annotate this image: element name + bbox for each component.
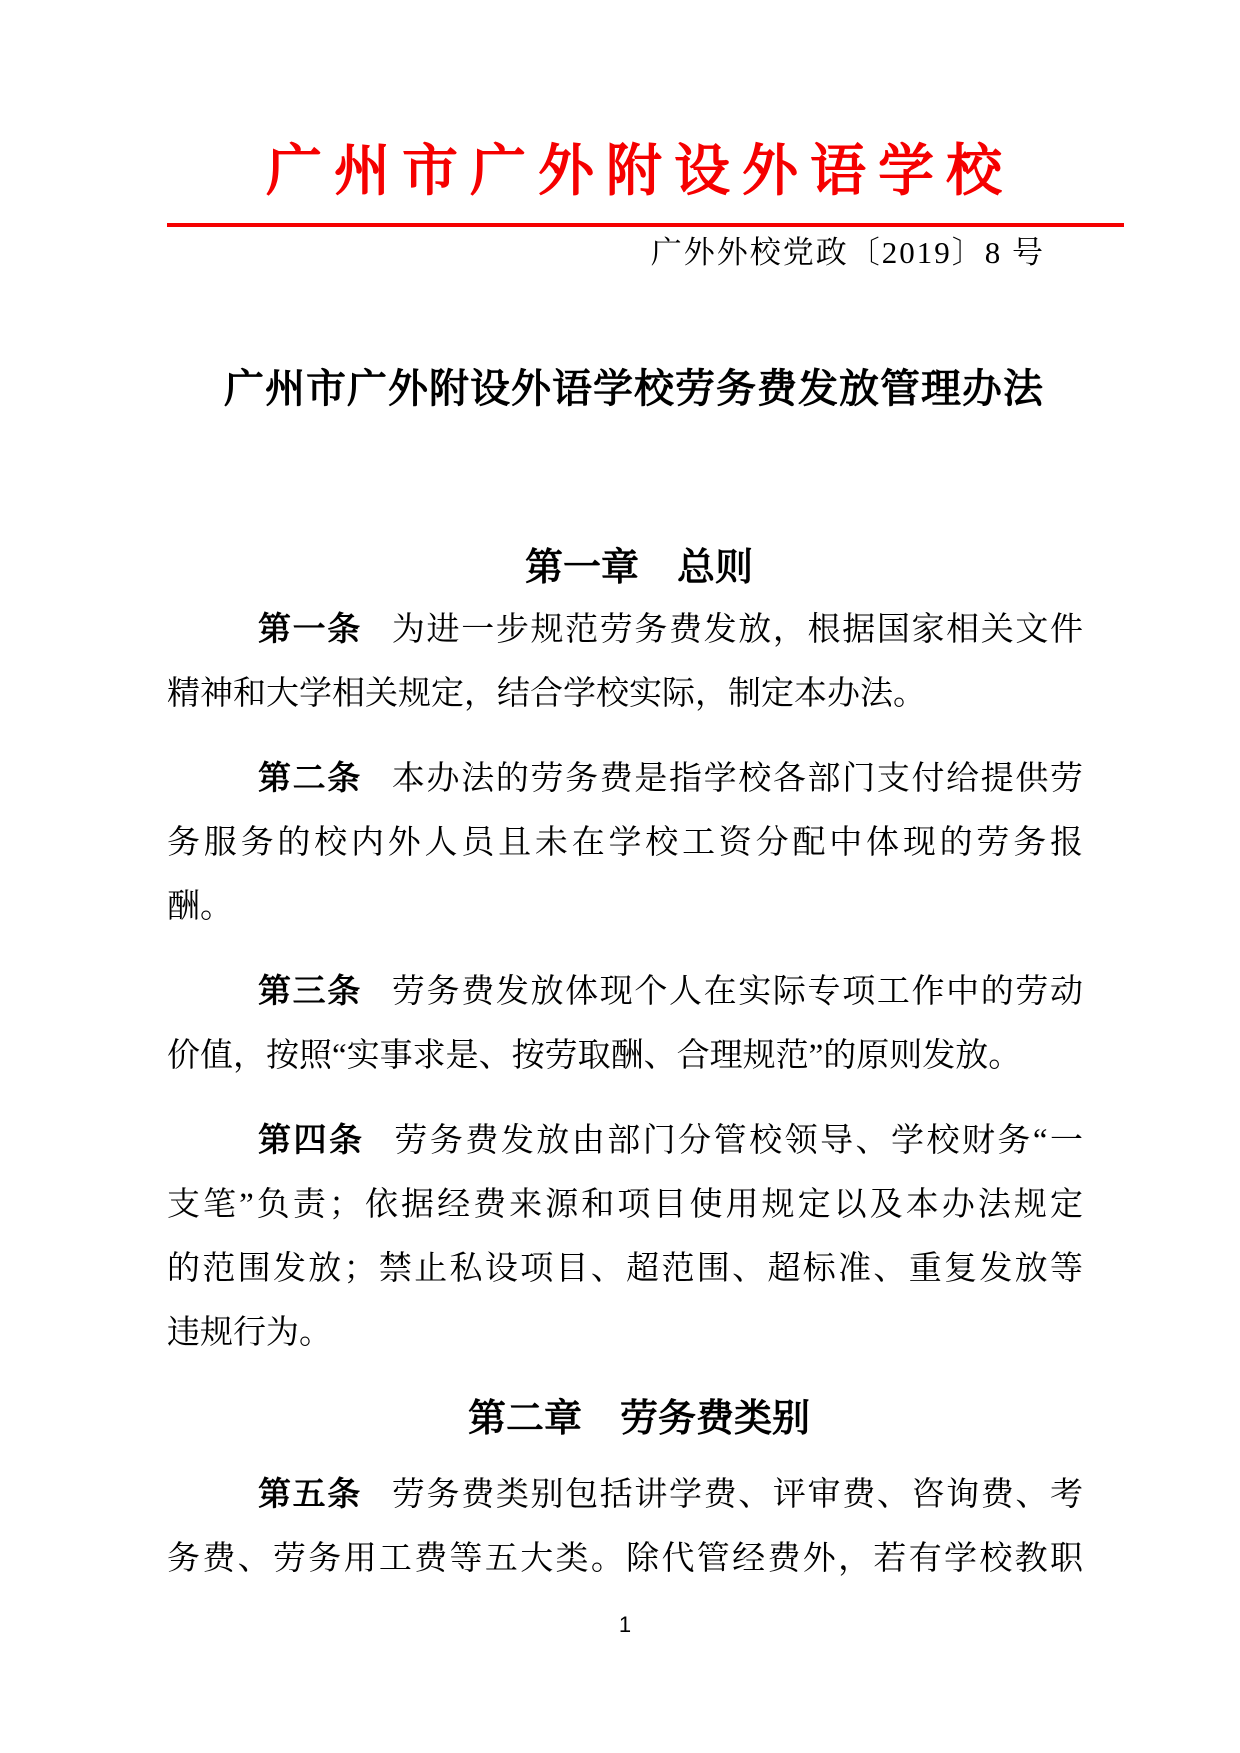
- chapter-2: [167, 1397, 1083, 1591]
- letterhead-red-divider: [167, 223, 1124, 227]
- article-line: [167, 598, 1083, 662]
- article-text: 劳务费类别包括讲学费、评审费、咨询费、考: [391, 1477, 1084, 1513]
- article-line: [167, 960, 1083, 1024]
- article-text: 劳务费发放由部门分管校领导、学校财务“一: [394, 1123, 1084, 1159]
- article-text: 劳务费发放体现个人在实际专项工作中的劳动: [391, 974, 1084, 1010]
- page-footer: [167, 1612, 1083, 1638]
- article-5: [167, 1463, 1083, 1591]
- document-content: [167, 0, 1083, 1638]
- document-number: 广外外校党政〔2019〕8 号: [650, 235, 1045, 270]
- article-2-label: 第二条: [258, 761, 362, 797]
- letterhead-school-title: 广州市广外附设外语学校: [266, 141, 1014, 203]
- article-text: 本办法的劳务费是指学校各部门支付给提供劳: [391, 761, 1084, 797]
- article-5-label: 第五条: [258, 1477, 362, 1513]
- article-line: 违规行为。: [167, 1315, 332, 1351]
- article-line: 支笔”负责；依据经费来源和项目使用规定以及本办法规定: [167, 1187, 1083, 1223]
- article-3: [167, 960, 1083, 1088]
- page-number: 1: [618, 1612, 632, 1637]
- article-line: [167, 1463, 1083, 1527]
- article-line: 的范围发放；禁止私设项目、超范围、超标准、重复发放等: [167, 1251, 1083, 1287]
- letterhead: [167, 0, 1083, 273]
- chapter-1-heading: 第一章 总则: [524, 547, 753, 589]
- article-text: 为进一步规范劳务费发放，根据国家相关文件: [391, 612, 1084, 648]
- article-3-label: 第三条: [258, 974, 362, 1010]
- article-line: 价值，按照“实事求是、按劳取酬、合理规范”的原则发放。: [167, 1038, 1022, 1074]
- document-title: 广州市广外附设外语学校劳务费发放管理办法: [224, 367, 1044, 411]
- article-2: [167, 747, 1083, 939]
- chapter-2-heading: 第二章 劳务费类别: [467, 1398, 810, 1440]
- article-1: [167, 598, 1083, 726]
- article-4-label: 第四条: [258, 1123, 365, 1159]
- article-4: [167, 1109, 1083, 1365]
- article-line: [167, 1109, 1083, 1173]
- article-line: 务服务的校内外人员且未在学校工资分配中体现的劳务报: [167, 825, 1083, 861]
- article-line: [167, 747, 1083, 811]
- chapter-1: [167, 546, 1083, 1365]
- article-line: 务费、劳务用工费等五大类。除代管经费外，若有学校教职: [167, 1541, 1083, 1577]
- article-1-label: 第一条: [258, 612, 362, 648]
- article-line: 酬。: [167, 889, 233, 925]
- article-line: 精神和大学相关规定，结合学校实际，制定本办法。: [167, 676, 926, 712]
